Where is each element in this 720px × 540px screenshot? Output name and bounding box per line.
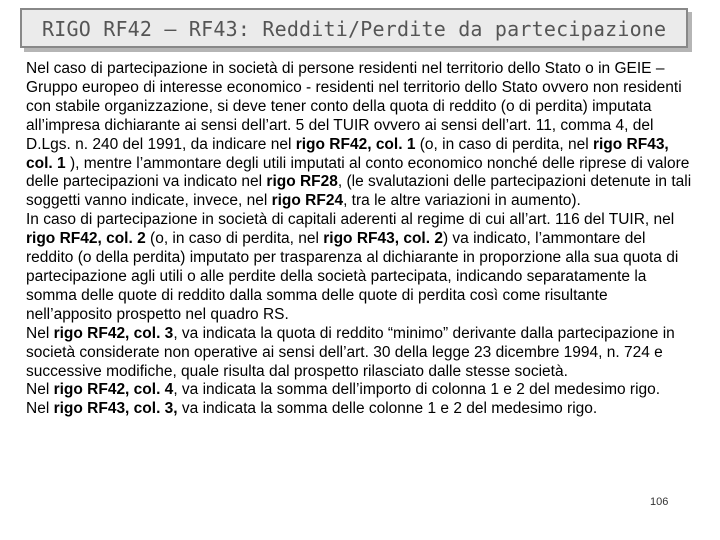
bold-reference: rigo RF43, col. 3, bbox=[53, 400, 178, 418]
paragraph bbox=[26, 381, 696, 400]
bold-reference: rigo RF24 bbox=[271, 192, 344, 210]
paragraph bbox=[26, 60, 696, 211]
paragraph bbox=[26, 400, 696, 419]
bold-reference: rigo RF43, col. 1 bbox=[26, 135, 669, 172]
bold-reference: rigo RF42, col. 2 bbox=[26, 230, 146, 248]
text-run: Nel caso di partecipazione in società di persone residenti nel territorio dello Stato o in GEIE – Gruppo europeo di interesse economico - residenti nel territorio dello Stato ovvero non residenti con stabile organizzazione, si deve tener conto della quota di reddito (o di perdita) imputata all’impresa dichiarante ai sensi dell’art. 5 del TUIR ovvero ai sensi dell’art. 11, comma 4, del D.Lgs. n. 240 del 1991, da indicare nel bbox=[26, 60, 682, 153]
bold-reference: rigo RF28 bbox=[266, 173, 338, 191]
paragraph bbox=[26, 325, 696, 382]
bold-reference: rigo RF42, col. 1 bbox=[295, 135, 416, 153]
body-text bbox=[26, 60, 696, 419]
paragraph bbox=[26, 211, 696, 324]
text-run: In caso di partecipazione in società di capitali aderenti al regime di cui all’art. 116 del TUIR, nel bbox=[26, 211, 675, 229]
slide-title: RIGO RF42 – RF43: Redditi/Perdite da partecipazione bbox=[42, 17, 667, 41]
bold-reference: rigo RF42, col. 3 bbox=[53, 324, 174, 342]
text-run: (o, in caso di perdita, nel bbox=[415, 135, 593, 153]
text-run: , (le svalutazioni delle partecipazioni detenute in tali soggetti vanno indicate, invece, nel bbox=[26, 173, 692, 210]
bold-reference: rigo RF43, col. 2 bbox=[323, 230, 443, 248]
text-run: ) va indicato, l’ammontare del reddito (o della perdita) imputato per trasparenza al dichiarante in proporzione alla sua quota di partecipazione agli utili o alle perdite della società partecipata, indicando separatamente la somma delle quote di reddito dalla somma delle quote di perdita così come risultante nell’apposito prospetto nel quadro RS. bbox=[26, 230, 679, 323]
text-run: , va indicata la quota di reddito “minimo” derivante dalla partecipazione in società considerate non operative ai sensi dell’art. 30 della legge 23 dicembre 1994, n. 724 e successive modifiche, quale risulta dal prospetto rilasciato dalle stesse società. bbox=[26, 324, 675, 380]
bold-reference: rigo RF42, col. 4 bbox=[53, 381, 174, 399]
text-run: (o, in caso di perdita, nel bbox=[145, 230, 324, 248]
text-run: Nel bbox=[26, 381, 54, 399]
text-run: Nel bbox=[26, 324, 54, 342]
text-run: , tra le altre variazioni in aumento). bbox=[343, 192, 581, 210]
text-run: ), mentre l’ammontare degli utili imputati al conto economico nonché delle riprese di valore delle partecipazioni va indicato nel bbox=[26, 154, 690, 191]
title-box bbox=[20, 8, 688, 48]
text-run: va indicata la somma delle colonne 1 e 2 del medesimo rigo. bbox=[177, 400, 598, 418]
text-run: , va indicata la somma dell’importo di colonna 1 e 2 del medesimo rigo. bbox=[173, 381, 661, 399]
page-number: 106 bbox=[650, 496, 669, 508]
text-run: Nel bbox=[26, 400, 54, 418]
